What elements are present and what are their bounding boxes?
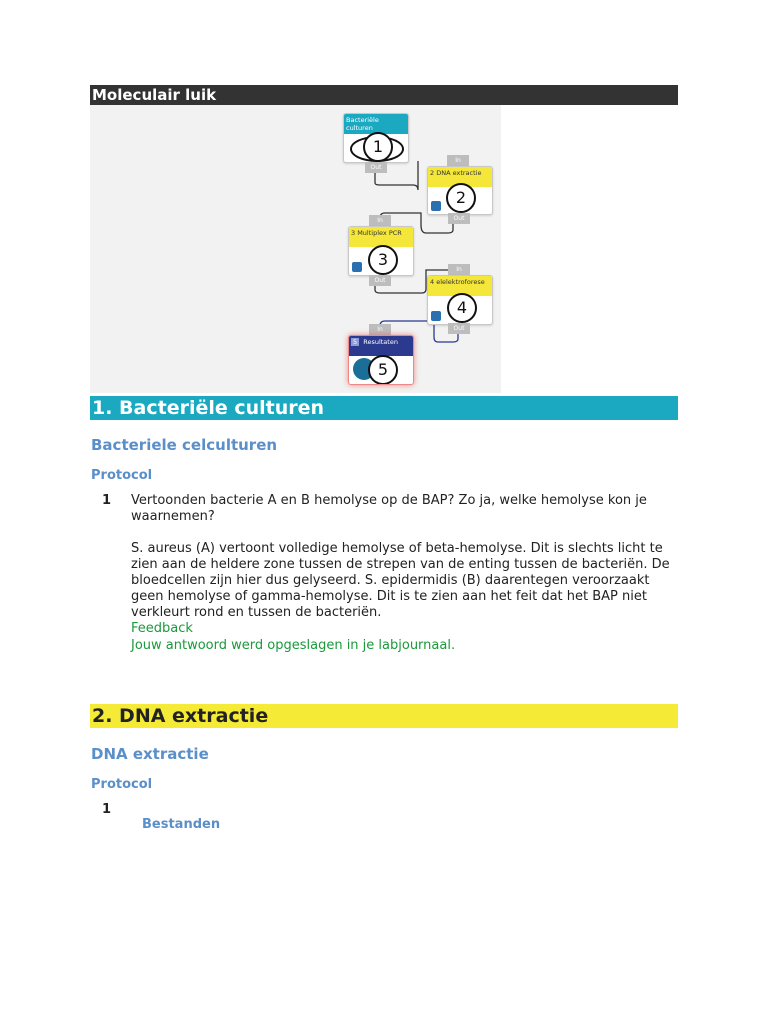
port-out-2: Out <box>448 213 470 224</box>
files-link[interactable]: Bestanden <box>142 817 221 832</box>
document-icon <box>352 262 362 272</box>
question-number-2: 1 <box>102 802 112 817</box>
section-subtitle-1: Bacteriele celculturen <box>91 436 278 454</box>
port-in-2: In <box>447 155 469 166</box>
port-in-3: In <box>369 215 391 226</box>
workflow-node-3-label: 3 Multiplex PCR <box>351 229 402 237</box>
workflow-node-5-number: 5 <box>368 355 398 385</box>
port-in-5: In <box>369 324 391 335</box>
protocol-label-2: Protocol <box>91 777 153 792</box>
section-header-2 <box>90 704 678 728</box>
workflow-node-2-number: 2 <box>446 183 476 213</box>
module-title-bar <box>90 85 678 105</box>
document-icon <box>431 311 441 321</box>
workflow-node-3-header <box>349 227 413 247</box>
module-title: Moleculair luik <box>92 86 217 104</box>
answer-text: S. aureus (A) vertoont volledige hemolyse of beta-hemolyse. Dit is slechts licht te zien aan de heldere zone tussen de strepen van de enting tussen de bacteriën. De bloedcellen zijn hier dus gelyseerd. S. epidermidis (B) daarentegen veroorzaakt geen hemolyse of gamma-hemolyse. Dit is te zien aan het feit dat het BAP niet verkleurt rond en tussen de bacteriën. <box>131 541 670 620</box>
workflow-node-5[interactable] <box>348 335 414 385</box>
workflow-node-4-number: 4 <box>447 293 477 323</box>
section-header-1 <box>90 396 678 420</box>
section-title-2: 2. DNA extractie <box>92 705 269 727</box>
workflow-node-2[interactable] <box>427 166 493 215</box>
workflow-node-2-label: 2 DNA extractie <box>430 169 482 177</box>
workflow-node-1[interactable] <box>343 113 409 163</box>
workflow-diagram <box>90 105 501 393</box>
workflow-node-1-number: 1 <box>363 132 393 162</box>
workflow-node-1-header <box>344 114 408 134</box>
protocol-label-1: Protocol <box>91 468 153 483</box>
workflow-node-3-number: 3 <box>368 245 398 275</box>
port-out-4: Out <box>448 323 470 334</box>
port-out-1: Out <box>365 162 387 173</box>
question-text: Vertoonden bacterie A en B hemolyse op de BAP? Zo ja, welke hemolyse kon je waarnemen? <box>131 493 647 524</box>
workflow-node-5-index: 5 <box>353 338 358 346</box>
port-in-4: In <box>448 264 470 275</box>
section-subtitle-2: DNA extractie <box>91 745 209 763</box>
feedback-label[interactable]: Feedback <box>131 621 193 636</box>
workflow-node-3[interactable] <box>348 226 414 276</box>
question-number-1: 1 <box>102 493 112 508</box>
feedback-text: Jouw antwoord werd opgeslagen in je labjournaal. <box>131 638 456 653</box>
section-title-1: 1. Bacteriële culturen <box>92 397 325 419</box>
workflow-node-5-label: Resultaten <box>363 338 398 346</box>
document-icon <box>431 201 441 211</box>
workflow-connectors <box>90 105 501 393</box>
workflow-node-4[interactable] <box>427 275 493 325</box>
workflow-node-4-label: 4 elelektroforese <box>430 278 485 286</box>
workflow-node-5-header <box>349 336 413 356</box>
port-out-3: Out <box>369 275 391 286</box>
workflow-node-1-label: Bacteriële culturen <box>346 116 379 132</box>
